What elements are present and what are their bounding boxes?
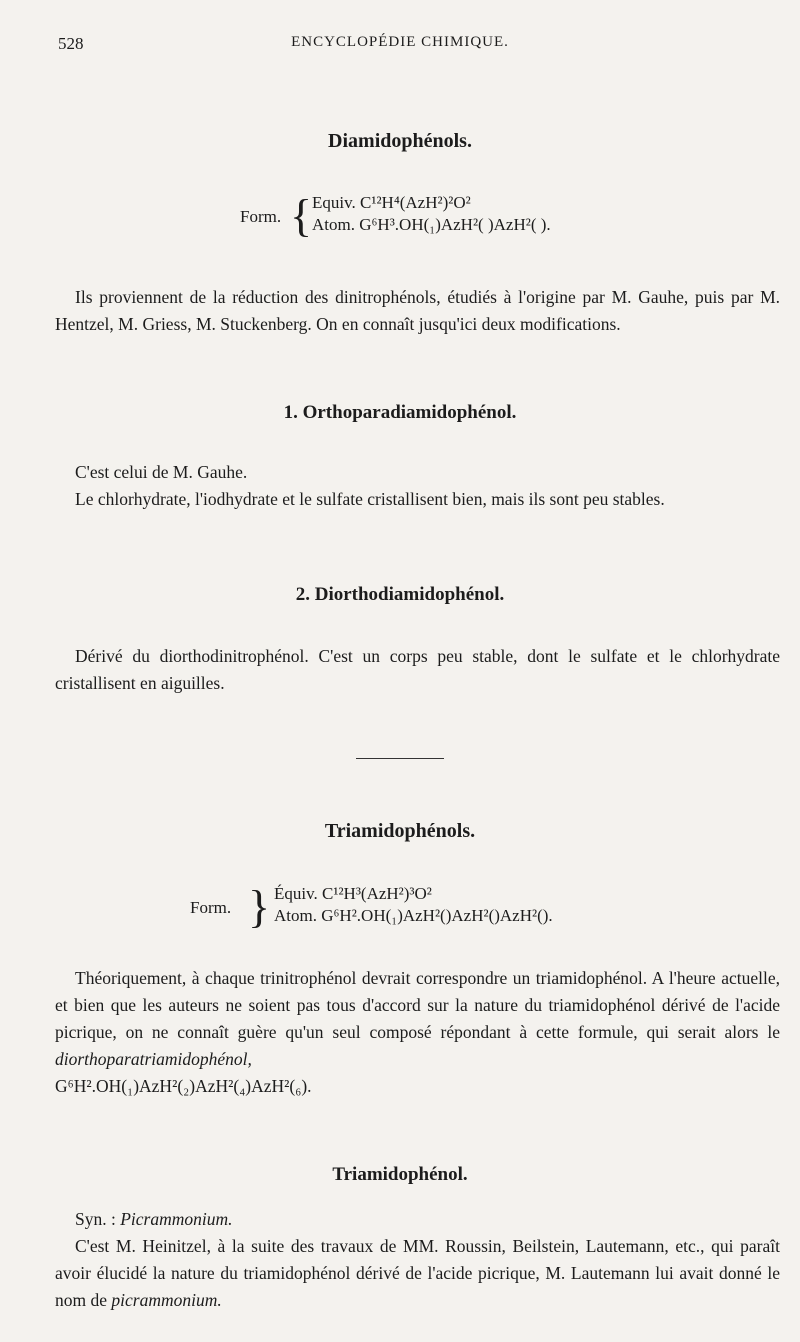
section-title-diamidophenols: Diamidophénols. bbox=[328, 130, 472, 152]
brace-icon: } bbox=[248, 881, 271, 932]
subsection-title-triamidophenol: Triamidophénol. bbox=[332, 1164, 468, 1185]
paragraph-salts: Le chlorhydrate, l'iodhydrate et le sulfate cristallisent bien, mais ils sont peu stables. bbox=[75, 489, 665, 509]
compound-name-italic: diorthoparatriamidophénol, bbox=[55, 1049, 252, 1069]
formula-triamidophenols bbox=[190, 881, 650, 934]
compound-name-italic: picrammonium. bbox=[111, 1290, 222, 1310]
page-number: 528 bbox=[58, 34, 84, 53]
brace-icon: { bbox=[290, 190, 313, 241]
formula-equiv: Equiv. C¹²H⁴(AzH²)²O² bbox=[312, 193, 471, 212]
paragraph-diortho: Dérivé du diorthodinitrophénol. C'est un corps peu stable, dont le sulfate et le chlorhydrate cristallisent en aiguilles. bbox=[55, 646, 780, 693]
compound-formula: G⁶H².OH(₁)AzH²(₂)AzH²(₄)AzH²(₆). bbox=[55, 1076, 312, 1096]
paragraph-gauhe: C'est celui de M. Gauhe. bbox=[75, 462, 248, 482]
formula-atom: Atom. G⁶H².OH(₁)AzH²()AzH²()AzH²(). bbox=[274, 906, 553, 925]
paragraph-heinitzel bbox=[55, 1233, 780, 1314]
synonym-value: Picrammonium. bbox=[120, 1209, 233, 1229]
subsection-title-diortho: 2. Diorthodiamidophénol. bbox=[295, 584, 505, 605]
formula-atom: Atom. G⁶H³.OH(₁)AzH²( )AzH²( ). bbox=[312, 215, 551, 234]
formula-label: Form. bbox=[190, 898, 232, 917]
paragraph-text: C'est M. Heinitzel, à la suite des travaux de MM. Roussin, Beilstein, Lautemann, etc., qui paraît avoir élucidé la nature du triamidophénol dérivé de l'acide picrique, M. Lautemann lui avait donné le nom de bbox=[55, 1236, 780, 1310]
paragraph-synonym bbox=[55, 1206, 780, 1233]
running-title: ENCYCLOPÉDIE CHIMIQUE. bbox=[291, 34, 509, 50]
synonym-label: Syn. : bbox=[75, 1209, 116, 1229]
formula-equiv: Équiv. C¹²H³(AzH²)³O² bbox=[274, 884, 432, 903]
paragraph-diamido-intro: Ils proviennent de la réduction des dinitrophénols, étudiés à l'origine par M. Gauhe, puis par M. Hentzel, M. Griess, M. Stuckenberg. On en connaît jusqu'ici deux modifications. bbox=[55, 287, 780, 334]
paragraph-text: Théoriquement, à chaque trinitrophénol devrait correspondre un triamidophénol. A l'heure actuelle, et bien que les auteurs ne soient pas tous d'accord sur la nature du triamidophénol dérivé de l'acide picrique, on ne connaît guère qu'un seul composé répondant à cette formule, qui serait alors le bbox=[55, 968, 780, 1042]
formula-label: Form. bbox=[240, 207, 282, 226]
subsection-title-orthopara: 1. Orthoparadiamidophénol. bbox=[283, 402, 517, 423]
separator-rule bbox=[356, 758, 444, 759]
formula-diamidophenols bbox=[240, 190, 660, 243]
section-title-triamidophenols: Triamidophénols. bbox=[324, 820, 476, 842]
paragraph-triamido-theory bbox=[55, 965, 780, 1100]
